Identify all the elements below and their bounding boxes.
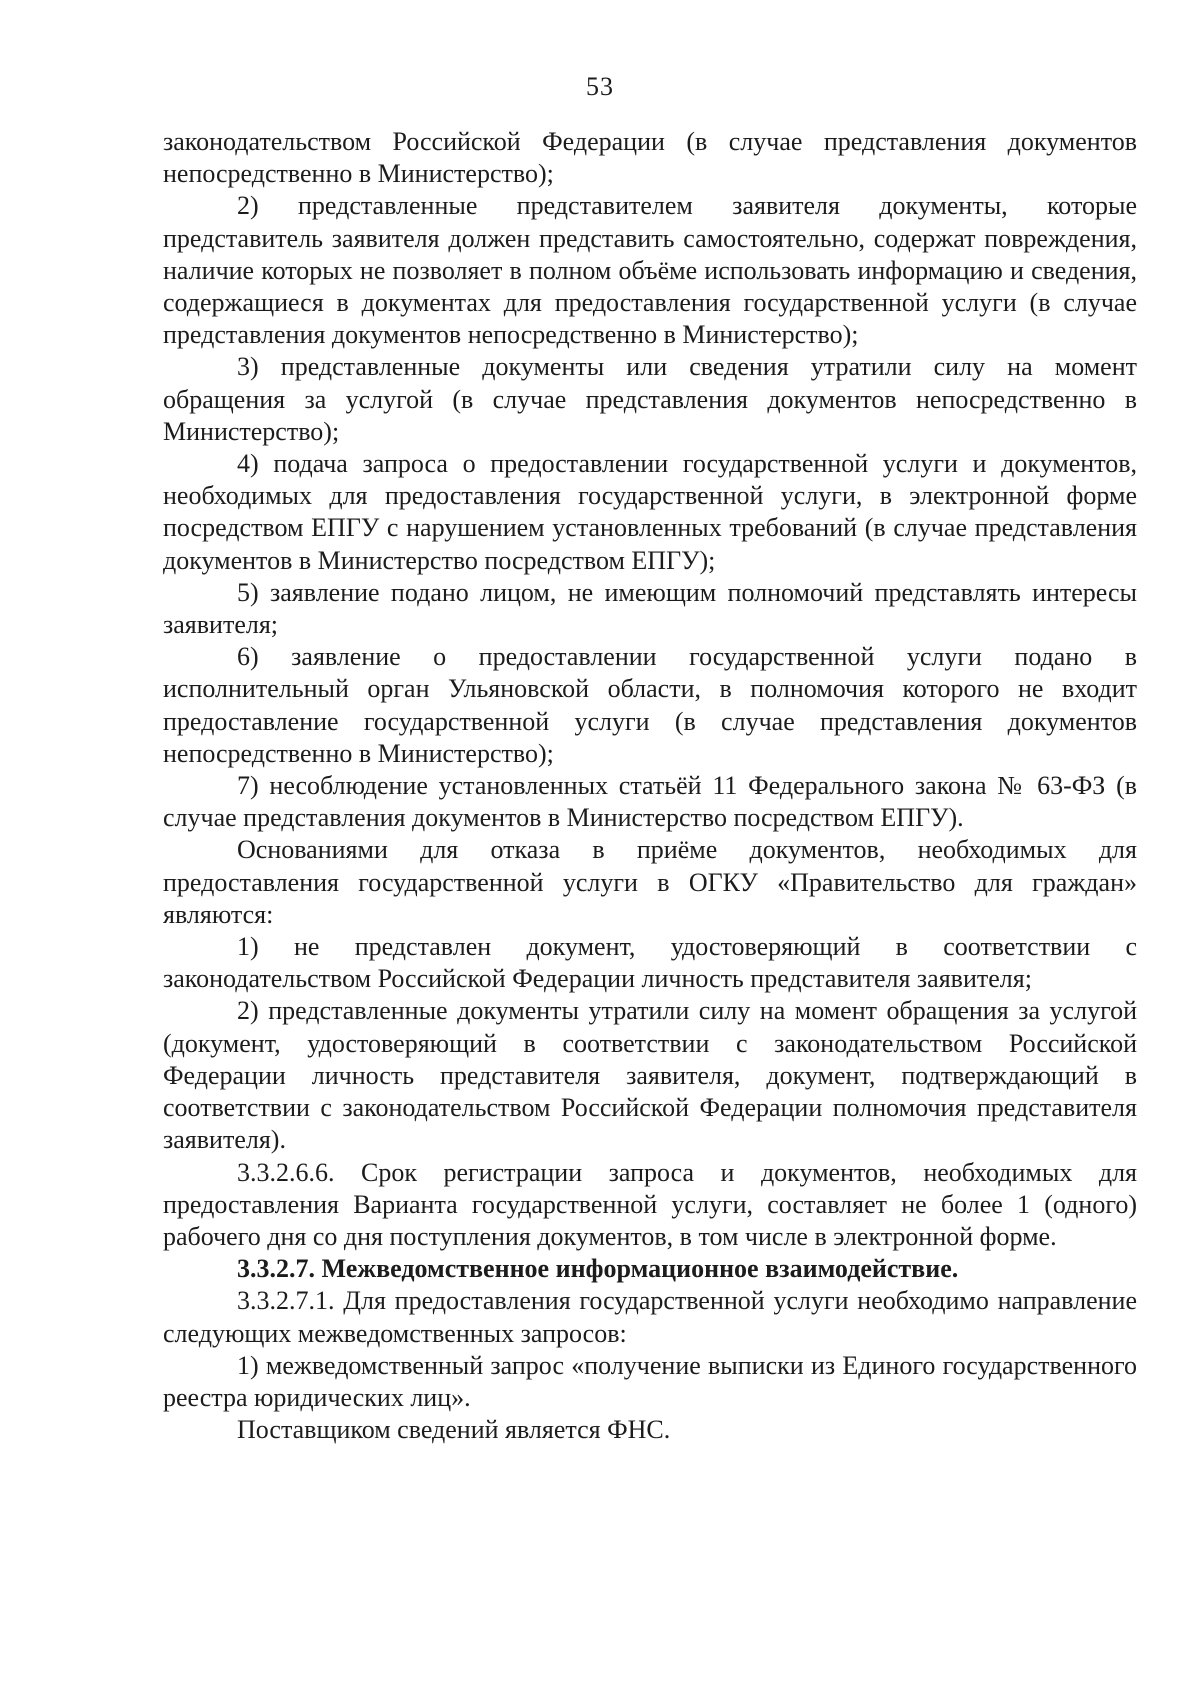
page-number: 53 [586,72,614,101]
document-body [163,126,1137,1446]
list-item-7: 7) несоблюдение установленных статьёй 11 Федерального закона № 63-ФЗ (в случае представления документов в Министерство посредством ЕПГУ). [163,771,1137,833]
list-item-6: 6) заявление о предоставлении государственной услуги подано в исполнительный орган Ульяновской области, в полномочия которого не входит предоставление государственной услуги (в случае представления документов непосредственно в Министерство); [163,642,1137,768]
section-heading-3-3-2-7: 3.3.2.7. Межведомственное информационное взаимодействие. [237,1254,959,1284]
refusal-item-1: 1) не представлен документ, удостоверяющий в соответствии с законодательством Российской Федерации личность представителя заявителя; [163,932,1137,994]
list-item-4: 4) подача запроса о предоставлении государственной услуги и документов, необходимых для предоставления государственной услуги, в электронной форме посредством ЕПГУ с нарушением установленных требований (в случае представления документов в Министерство посредством ЕПГУ); [163,449,1137,575]
request-item-1: 1) межведомственный запрос «получение выписки из Единого государственного реестра юридических лиц». [163,1350,1137,1412]
refusal-item-2: 2) представленные документы утратили силу на момент обращения за услугой (документ, удостоверяющий в соответствии с законодательством Российской Федерации личность представителя заявителя, документ, подтверждающий в соответствии с законодательством Российской Федерации полномочия представителя заявителя). [163,996,1137,1155]
refusal-grounds-intro: Основаниями для отказа в приёме документов, необходимых для предоставления государственной услуги в ОГКУ «Правительство для граждан» являются: [163,835,1137,929]
paragraph-continuation: законодательством Российской Федерации (в случае представления документов непосредственно в Министерство); [163,127,1137,189]
section-3-3-2-7-1: 3.3.2.7.1. Для предоставления государственной услуги необходимо направление следующих межведомственных запросов: [163,1286,1137,1348]
list-item-3: 3) представленные документы или сведения утратили силу на момент обращения за услугой (в случае представления документов непосредственно в Министерство); [163,352,1137,446]
data-provider-statement: Поставщиком сведений является ФНС. [237,1415,671,1445]
list-item-2: 2) представленные представителем заявителя документы, которые представитель заявителя должен представить самостоятельно, содержат повреждения, наличие которых не позволяет в полном объёме использовать информацию и сведения, содержащиеся в документах для предоставления государственной услуги (в случае представления документов непосредственно в Министерство); [163,191,1137,350]
list-item-5: 5) заявление подано лицом, не имеющим полномочий представлять интересы заявителя; [163,577,1137,640]
section-3-3-2-6-6: 3.3.2.6.6. Срок регистрации запроса и документов, необходимых для предоставления Варианта государственной услуги, составляет не более 1 (одного) рабочего дня со дня поступления документов, в том числе в электронной форме. [163,1157,1137,1251]
